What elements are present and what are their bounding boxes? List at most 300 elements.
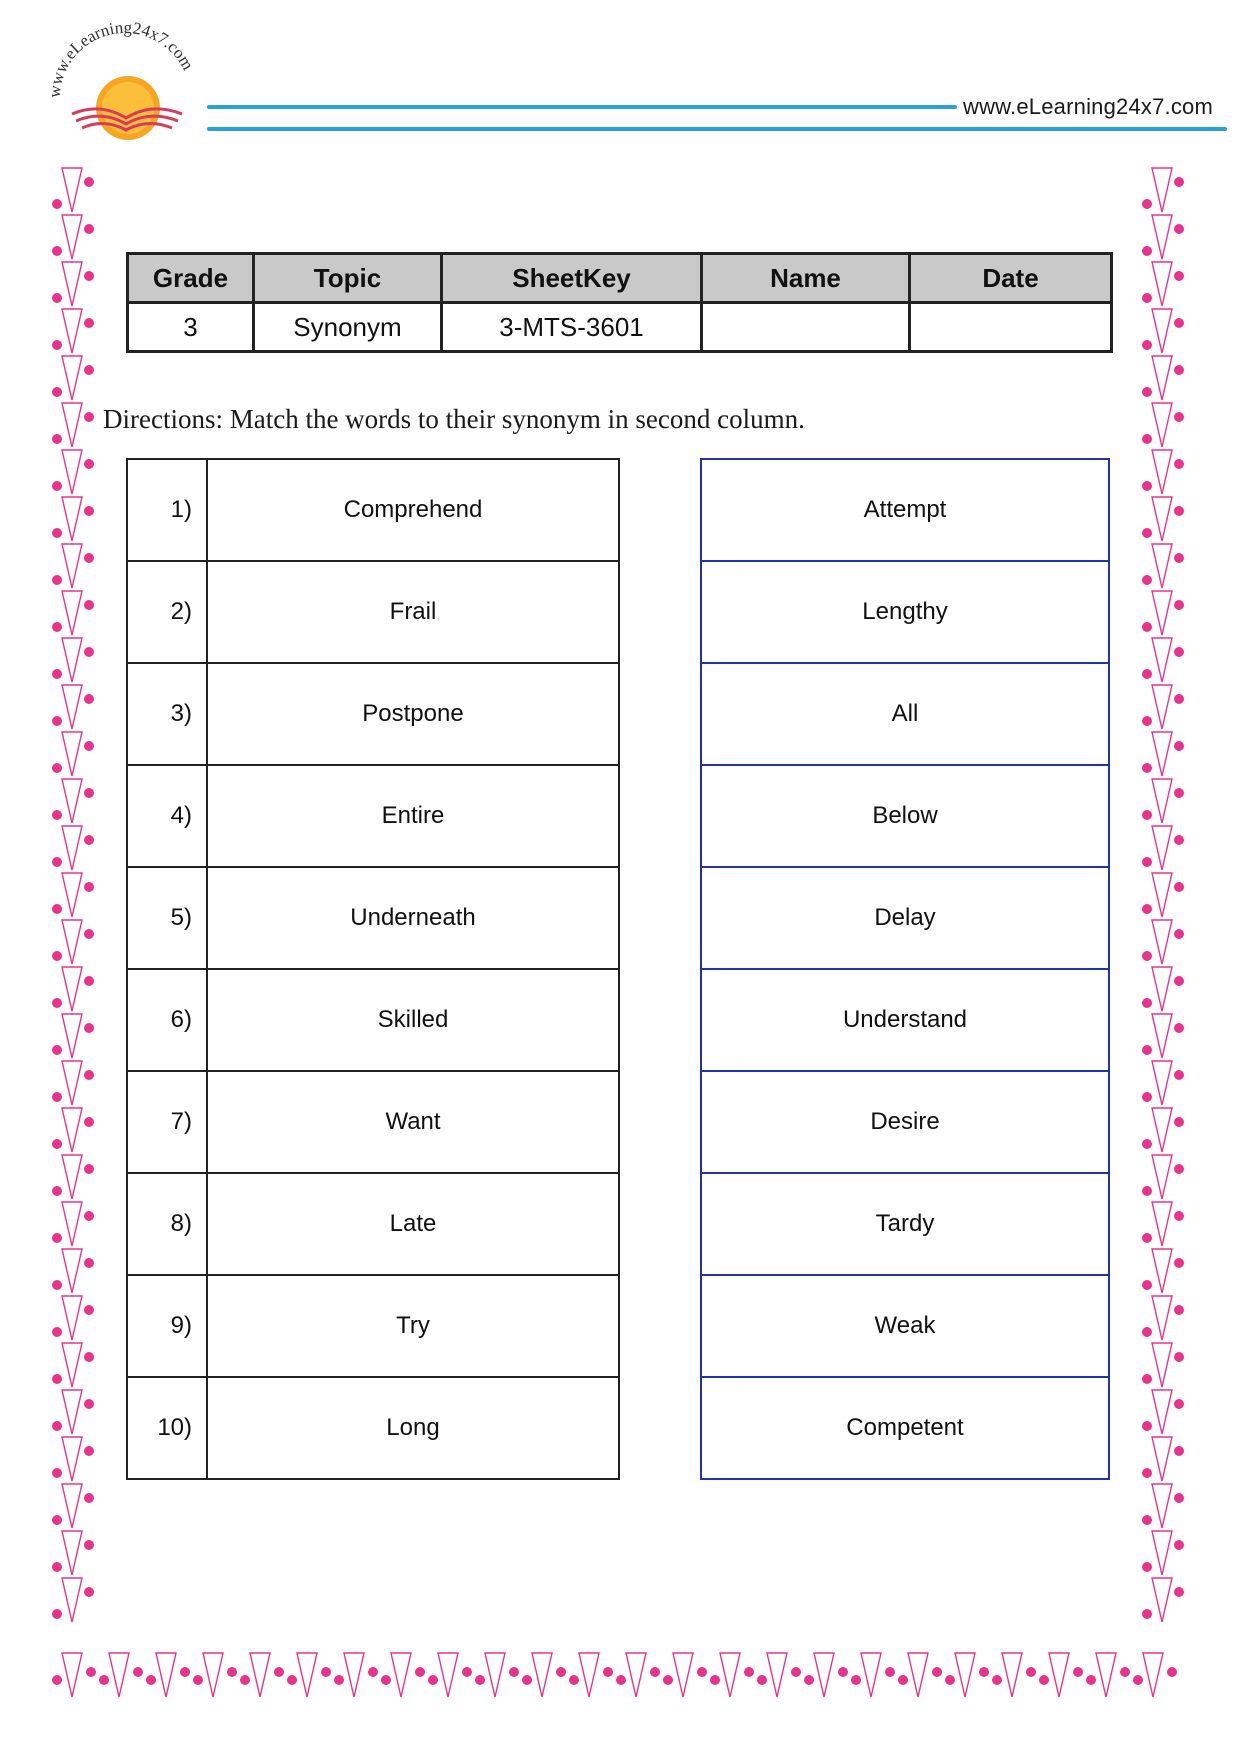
- table-row: [127, 1173, 619, 1275]
- border-dot: [146, 1675, 156, 1685]
- border-triangle: [1152, 1390, 1172, 1434]
- border-dot: [84, 835, 94, 845]
- border-triangle: [1152, 826, 1172, 870]
- synonym-cell: Desire: [701, 1071, 1109, 1173]
- words-table: [126, 458, 620, 1480]
- border-dot: [287, 1675, 297, 1685]
- border-dot: [1174, 788, 1184, 798]
- word-cell: Want: [207, 1071, 619, 1173]
- table-row: [701, 1275, 1109, 1377]
- border-dot: [193, 1675, 203, 1685]
- border-triangle: [62, 685, 82, 729]
- border-triangle: [62, 1014, 82, 1058]
- border-dot: [52, 904, 62, 914]
- border-dot: [428, 1675, 438, 1685]
- border-dot: [1174, 1258, 1184, 1268]
- border-dot: [52, 1468, 62, 1478]
- border-dot: [52, 1327, 62, 1337]
- border-dot: [851, 1675, 861, 1685]
- border-dot: [1174, 506, 1184, 516]
- table-row: [701, 663, 1109, 765]
- border-dot: [368, 1667, 378, 1677]
- border-triangle: [767, 1653, 787, 1697]
- border-dot: [603, 1667, 613, 1677]
- border-triangle: [814, 1653, 834, 1697]
- border-dot: [1142, 1092, 1152, 1102]
- border-dot: [1142, 1139, 1152, 1149]
- table-row: [701, 561, 1109, 663]
- border-dot: [509, 1667, 519, 1677]
- border-dot: [52, 575, 62, 585]
- border-dot: [180, 1667, 190, 1677]
- border-triangle: [1152, 403, 1172, 447]
- border-dot: [1174, 1446, 1184, 1456]
- border-triangle: [1152, 873, 1172, 917]
- border-dot: [1142, 481, 1152, 491]
- border-dot: [616, 1675, 626, 1685]
- border-triangle: [62, 403, 82, 447]
- directions-text: Directions: Match the words to their synonym in second column.: [103, 404, 805, 434]
- table-row: [701, 1071, 1109, 1173]
- border-triangle: [1152, 356, 1172, 400]
- border-dot: [1174, 976, 1184, 986]
- date-field[interactable]: [910, 303, 1112, 352]
- border-dot: [84, 1352, 94, 1362]
- border-dot: [1174, 741, 1184, 751]
- border-dot: [1142, 810, 1152, 820]
- synonym-cell: Weak: [701, 1275, 1109, 1377]
- border-dot: [321, 1667, 331, 1677]
- table-row: [127, 1275, 619, 1377]
- border-dot: [1142, 575, 1152, 585]
- border-dot: [1174, 412, 1184, 422]
- border-dot: [1142, 434, 1152, 444]
- border-dot: [1174, 177, 1184, 187]
- border-dot: [52, 998, 62, 1008]
- border-triangle: [156, 1653, 176, 1697]
- table-row: [701, 459, 1109, 561]
- border-triangle: [720, 1653, 740, 1697]
- border-dot: [84, 1587, 94, 1597]
- border-dot: [334, 1675, 344, 1685]
- border-triangle: [1152, 685, 1172, 729]
- border-dot: [1174, 553, 1184, 563]
- table-row: [701, 867, 1109, 969]
- border-dot: [710, 1675, 720, 1685]
- border-dot: [1174, 1211, 1184, 1221]
- border-dot: [1174, 224, 1184, 234]
- border-triangle: [62, 873, 82, 917]
- synonym-cell: Attempt: [701, 459, 1109, 561]
- border-dot: [52, 810, 62, 820]
- border-triangle: [62, 309, 82, 353]
- border-dot: [1142, 387, 1152, 397]
- topic-value: Synonym: [254, 303, 442, 352]
- border-dot: [84, 271, 94, 281]
- word-cell: Postpone: [207, 663, 619, 765]
- border-dot: [84, 647, 94, 657]
- border-triangle: [1152, 779, 1172, 823]
- border-dot: [84, 459, 94, 469]
- table-row: [701, 1377, 1109, 1479]
- border-dot: [1142, 1562, 1152, 1572]
- border-dot: [1174, 1587, 1184, 1597]
- border-triangle: [62, 967, 82, 1011]
- border-dot: [52, 199, 62, 209]
- border-dot: [1142, 293, 1152, 303]
- border-dot: [381, 1675, 391, 1685]
- border-dot: [52, 1092, 62, 1102]
- word-cell: Late: [207, 1173, 619, 1275]
- border-triangle: [1152, 732, 1172, 776]
- border-dot: [1174, 647, 1184, 657]
- border-triangle: [62, 1578, 82, 1622]
- border-dot: [1174, 1117, 1184, 1127]
- synonym-cell: Competent: [701, 1377, 1109, 1479]
- border-dot: [84, 412, 94, 422]
- border-triangle: [250, 1653, 270, 1697]
- border-dot: [1142, 528, 1152, 538]
- border-dot: [1167, 1667, 1177, 1677]
- header-name: Name: [702, 254, 910, 303]
- item-number: 5): [127, 867, 207, 969]
- border-dot: [663, 1675, 673, 1685]
- border-triangle: [1049, 1653, 1069, 1697]
- border-dot: [885, 1667, 895, 1677]
- synonym-cell: Lengthy: [701, 561, 1109, 663]
- border-dot: [757, 1675, 767, 1685]
- border-triangle: [1152, 1014, 1172, 1058]
- item-number: 6): [127, 969, 207, 1071]
- border-triangle: [62, 1390, 82, 1434]
- table-row: [127, 765, 619, 867]
- border-triangle: [485, 1653, 505, 1697]
- header-sheetkey: SheetKey: [442, 254, 702, 303]
- border-dot: [133, 1667, 143, 1677]
- border-dot: [84, 1446, 94, 1456]
- word-cell: Underneath: [207, 867, 619, 969]
- border-dot: [84, 1070, 94, 1080]
- border-triangle: [62, 732, 82, 776]
- border-dot: [227, 1667, 237, 1677]
- border-dot: [52, 669, 62, 679]
- border-triangle: [1152, 1061, 1172, 1105]
- border-dot: [1142, 1186, 1152, 1196]
- border-dot: [240, 1675, 250, 1685]
- synonym-cell: Tardy: [701, 1173, 1109, 1275]
- border-dot: [1039, 1675, 1049, 1685]
- border-dot: [84, 1258, 94, 1268]
- border-triangle: [955, 1653, 975, 1697]
- border-triangle: [344, 1653, 364, 1697]
- item-number: 4): [127, 765, 207, 867]
- info-table: [126, 252, 1113, 353]
- border-triangle: [1152, 1484, 1172, 1528]
- border-dot: [84, 1117, 94, 1127]
- border-dot: [1174, 1493, 1184, 1503]
- sheetkey-value: 3-MTS-3601: [442, 303, 702, 352]
- border-triangle: [62, 1061, 82, 1105]
- border-triangle: [1152, 1155, 1172, 1199]
- border-dot: [52, 1045, 62, 1055]
- border-triangle: [1152, 1108, 1172, 1152]
- border-triangle: [62, 1653, 82, 1697]
- border-triangle: [1143, 1653, 1163, 1697]
- border-triangle: [1152, 638, 1172, 682]
- logo-text: www.eLearning24x7.com: [44, 18, 198, 99]
- border-dot: [52, 951, 62, 961]
- word-cell: Skilled: [207, 969, 619, 1071]
- table-row: [127, 1071, 619, 1173]
- border-triangle: [62, 591, 82, 635]
- border-dot: [52, 434, 62, 444]
- border-dot: [1086, 1675, 1096, 1685]
- synonym-cell: Below: [701, 765, 1109, 867]
- border-dot: [945, 1675, 955, 1685]
- word-cell: Entire: [207, 765, 619, 867]
- table-row: [127, 1377, 619, 1479]
- border-dot: [84, 224, 94, 234]
- border-dot: [52, 622, 62, 632]
- border-dot: [569, 1675, 579, 1685]
- border-dot: [84, 1305, 94, 1315]
- border-triangle: [1152, 1249, 1172, 1293]
- item-number: 1): [127, 459, 207, 561]
- border-triangle: [1002, 1653, 1022, 1697]
- synonym-cell: All: [701, 663, 1109, 765]
- border-dot: [1174, 1164, 1184, 1174]
- border-dot: [1174, 1352, 1184, 1362]
- border-dot: [86, 1667, 96, 1677]
- border-dot: [52, 857, 62, 867]
- border-triangle: [62, 1484, 82, 1528]
- border-triangle: [1152, 544, 1172, 588]
- border-dot: [1073, 1667, 1083, 1677]
- border-triangle: [1152, 591, 1172, 635]
- border-dot: [992, 1675, 1002, 1685]
- border-triangle: [579, 1653, 599, 1697]
- border-dot: [744, 1667, 754, 1677]
- border-dot: [1142, 1515, 1152, 1525]
- border-dot: [52, 1374, 62, 1384]
- border-dot: [52, 1515, 62, 1525]
- border-dot: [522, 1675, 532, 1685]
- border-triangle: [626, 1653, 646, 1697]
- border-triangle: [62, 497, 82, 541]
- border-triangle: [673, 1653, 693, 1697]
- border-dot: [99, 1675, 109, 1685]
- border-triangle: [62, 1155, 82, 1199]
- border-dot: [84, 1399, 94, 1409]
- border-triangle: [62, 920, 82, 964]
- border-triangle: [1152, 1343, 1172, 1387]
- border-triangle: [62, 1531, 82, 1575]
- table-row: [127, 561, 619, 663]
- border-triangle: [1152, 215, 1172, 259]
- border-dot: [52, 481, 62, 491]
- item-number: 8): [127, 1173, 207, 1275]
- border-dot: [475, 1675, 485, 1685]
- border-dot: [1174, 1399, 1184, 1409]
- border-dot: [1142, 998, 1152, 1008]
- border-dot: [1142, 1374, 1152, 1384]
- name-field[interactable]: [702, 303, 910, 352]
- border-dot: [274, 1667, 284, 1677]
- border-dot: [1142, 1421, 1152, 1431]
- border-dot: [979, 1667, 989, 1677]
- table-row: [701, 969, 1109, 1071]
- border-triangle: [1152, 168, 1172, 212]
- border-triangle: [62, 1437, 82, 1481]
- border-triangle: [297, 1653, 317, 1697]
- border-dot: [52, 1186, 62, 1196]
- table-row: [127, 867, 619, 969]
- table-row: [701, 1173, 1109, 1275]
- border-dot: [52, 1675, 62, 1685]
- border-dot: [52, 1280, 62, 1290]
- border-triangle: [1152, 1578, 1172, 1622]
- border-dot: [1174, 1305, 1184, 1315]
- table-row: [127, 663, 619, 765]
- border-dot: [84, 600, 94, 610]
- table-row: [127, 969, 619, 1071]
- word-cell: Long: [207, 1377, 619, 1479]
- border-triangle: [62, 638, 82, 682]
- border-dot: [650, 1667, 660, 1677]
- border-dot: [1142, 857, 1152, 867]
- border-dot: [1142, 1280, 1152, 1290]
- border-dot: [415, 1667, 425, 1677]
- border-triangle: [62, 826, 82, 870]
- border-dot: [84, 318, 94, 328]
- border-dot: [52, 293, 62, 303]
- border-dot: [1174, 318, 1184, 328]
- item-number: 7): [127, 1071, 207, 1173]
- border-dot: [1174, 1070, 1184, 1080]
- border-dot: [52, 340, 62, 350]
- header-date: Date: [910, 254, 1112, 303]
- border-triangle: [438, 1653, 458, 1697]
- item-number: 3): [127, 663, 207, 765]
- border-dot: [1142, 716, 1152, 726]
- border-dot: [1142, 904, 1152, 914]
- border-triangle: [62, 779, 82, 823]
- word-cell: Try: [207, 1275, 619, 1377]
- word-cell: Frail: [207, 561, 619, 663]
- table-row: [127, 459, 619, 561]
- word-cell: Comprehend: [207, 459, 619, 561]
- border-dot: [1120, 1667, 1130, 1677]
- item-number: 2): [127, 561, 207, 663]
- border-dot: [52, 387, 62, 397]
- border-dot: [52, 1609, 62, 1619]
- border-dot: [1142, 1609, 1152, 1619]
- border-triangle: [1152, 309, 1172, 353]
- border-dot: [52, 246, 62, 256]
- border-dot: [1026, 1667, 1036, 1677]
- border-dot: [1142, 1233, 1152, 1243]
- border-dot: [52, 1562, 62, 1572]
- border-dot: [84, 1023, 94, 1033]
- border-triangle: [62, 544, 82, 588]
- synonym-cell: Understand: [701, 969, 1109, 1071]
- header-grade: Grade: [128, 254, 254, 303]
- border-dot: [1174, 882, 1184, 892]
- border-dot: [84, 1164, 94, 1174]
- border-triangle: [1152, 262, 1172, 306]
- border-dot: [52, 716, 62, 726]
- border-dot: [697, 1667, 707, 1677]
- border-triangle: [908, 1653, 928, 1697]
- border-dot: [1174, 600, 1184, 610]
- border-triangle: [1152, 1202, 1172, 1246]
- border-dot: [52, 1233, 62, 1243]
- site-url: www.eLearning24x7.com: [963, 94, 1214, 119]
- border-dot: [52, 1139, 62, 1149]
- border-dot: [1174, 929, 1184, 939]
- synonyms-table: [700, 458, 1110, 1480]
- border-triangle: [62, 168, 82, 212]
- item-number: 9): [127, 1275, 207, 1377]
- synonym-cell: Delay: [701, 867, 1109, 969]
- border-triangle: [391, 1653, 411, 1697]
- border-dot: [838, 1667, 848, 1677]
- border-dot: [84, 506, 94, 516]
- border-dot: [84, 694, 94, 704]
- border-dot: [52, 763, 62, 773]
- border-dot: [1142, 1045, 1152, 1055]
- item-number: 10): [127, 1377, 207, 1479]
- border-triangle: [62, 450, 82, 494]
- border-dot: [791, 1667, 801, 1677]
- border-dot: [84, 788, 94, 798]
- border-triangle: [1096, 1653, 1116, 1697]
- border-dot: [84, 553, 94, 563]
- border-dot: [1142, 199, 1152, 209]
- table-row: [701, 765, 1109, 867]
- border-dot: [1142, 340, 1152, 350]
- border-dot: [1142, 1327, 1152, 1337]
- border-dot: [84, 177, 94, 187]
- border-triangle: [1152, 450, 1172, 494]
- border-dot: [1142, 622, 1152, 632]
- border-dot: [1142, 763, 1152, 773]
- border-dot: [84, 1493, 94, 1503]
- border-triangle: [861, 1653, 881, 1697]
- border-triangle: [1152, 1296, 1172, 1340]
- border-dot: [84, 976, 94, 986]
- border-dot: [52, 528, 62, 538]
- border-dot: [556, 1667, 566, 1677]
- border-dot: [1174, 1540, 1184, 1550]
- border-dot: [1133, 1675, 1143, 1685]
- border-triangle: [1152, 497, 1172, 541]
- border-dot: [84, 365, 94, 375]
- border-dot: [1142, 1468, 1152, 1478]
- border-triangle: [109, 1653, 129, 1697]
- border-dot: [1174, 835, 1184, 845]
- border-triangle: [62, 1296, 82, 1340]
- border-dot: [898, 1675, 908, 1685]
- grade-value: 3: [128, 303, 254, 352]
- border-dot: [1174, 1023, 1184, 1033]
- border-dot: [1174, 459, 1184, 469]
- border-triangle: [1152, 1437, 1172, 1481]
- border-dot: [1174, 271, 1184, 281]
- border-triangle: [1152, 920, 1172, 964]
- border-dot: [84, 1540, 94, 1550]
- border-dot: [84, 741, 94, 751]
